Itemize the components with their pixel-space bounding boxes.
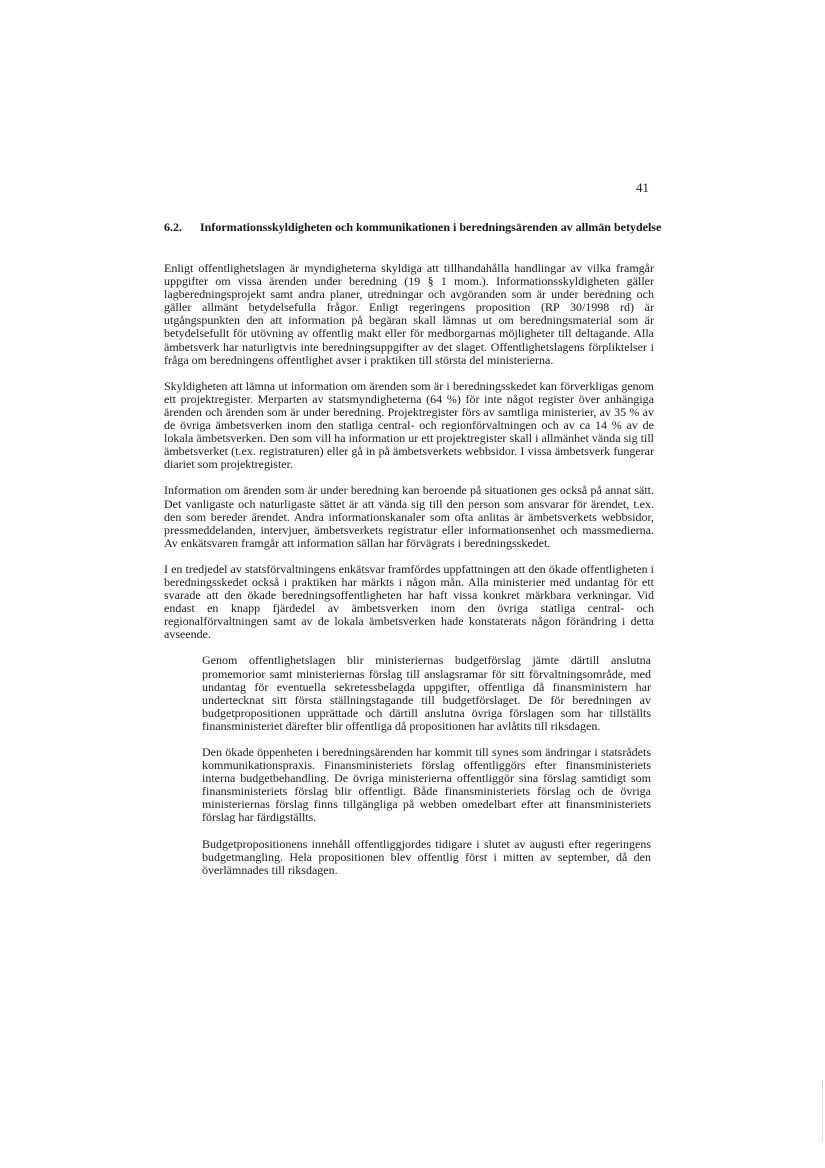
scan-edge-artifact (810, 1080, 823, 1140)
quote-paragraph: Den ökade öppenheten i beredningsärenden har kommit till synes som ändringar i statsrådets kommunikationspraxis. Finansministeriets förslag offentliggörs efter finansministeriets interna budgetbehandling. De övriga ministerierna offentliggör sina förslag samtidigt som finansministeriets förslag blir offentligt. Både finansministeriets förslag och de övriga ministeriernas förslag finns tillgängliga på webben omedelbart efter att finansministeriets förslag har färdigställts. (202, 745, 651, 825)
paragraph: I en tredjedel av statsförvaltningens enkätsvar framfördes uppfattningen att den ökade offentligheten i beredningsskedet också i praktiken har märkts i någon mån. Alla ministerier med undantag för ett svarade att den ökade beredningsoffentligheten har haft vissa konkret märkbara verkningar. Vid endast en knapp fjärdedel av ämbetsverken inom den övriga statliga central- och regionalförvaltningen samt av de lokala ämbetsverken hade konstaterats någon förändring i detta avseende. (164, 561, 654, 642)
section-heading (164, 220, 664, 234)
section-number: 6.2. (164, 220, 182, 234)
paragraph: Enligt offentlighetslagen är myndigheterna skyldiga att tillhandahålla handlingar av vilka framgår uppgifter om vissa ärenden under beredning (19 § 1 mom.). Informationsskyldigheten gäller lagberedningsprojekt samt andra planer, utredningar och avgöranden som är under beredning och gäller allmänt betydelsefulla frågor. Enligt regeringens proposition (RP 30/1998 rd) är utgångspunkten den att information på begäran skall lämnas ut om beredningsmaterial som är betydelsefullt för utövning av offentlig makt eller för medborgarnas möjligheter till deltagande. Alla ämbetsverk har naturligtvis inte beredningsuppgifter av det slaget. Offentlighetslagens förpliktelser i fråga om beredningens offentlighet avser i praktiken till största del ministerierna. (164, 261, 654, 367)
quote-paragraph: Budgetpropositionens innehåll offentliggjordes tidigare i slutet av augusti efter regeringens budgetmangling. Hela propositionen blev offentlig först i mitten av september, då den överlämnades till riksdagen. (202, 836, 651, 877)
page-number: 41 (636, 180, 649, 195)
body-text (164, 262, 654, 890)
section-title: Informationsskyldigheten och kommunikationen i beredningsärenden av allmän betydelse (200, 220, 662, 234)
quote-paragraph: Genom offentlighetslagen blir ministeriernas budgetförslag jämte därtill anslutna promemorior samt ministeriernas förslag till anslagsramar för sitt förvaltningsområde, med undantag för eventuella sekretessbelagda uppgifter, offentliga då finansministern har undertecknat sitt första ställningstagande till budgetförslaget. De för beredningen av budgetpropositionen upprättade och därtill anslutna övriga förslagen som har tillställts finansministeriet därefter blir offentliga då propositionen har avlåtits till riksdagen. (202, 653, 651, 733)
paragraph: Information om ärenden som är under beredning kan beroende på situationen ges också på annat sätt. Det vanligaste och naturligaste sättet är att vända sig till den person som ansvarar för ärendet, t.ex. den som bereder ärendet. Andra informationskanaler som ofta anlitas är ämbetsverkets webbsidor, pressmeddelanden, intervjuer, ämbetsverkets registratur eller informationsenhet och massmedierna. Av enkätsvaren framgår att information sällan har förvägrats i beredningsskedet. (164, 483, 654, 550)
paragraph: Skyldigheten att lämna ut information om ärenden som är i beredningsskedet kan förverkligas genom ett projektregister. Merparten av statsmyndigheterna (64 %) för inte något register över anhängiga ärenden och ärenden som är under beredning. Projektregister förs av samtliga ministerier, av 35 % av de övriga ämbetsverken inom den statliga central- och regionförvaltningen och av ca 14 % av de lokala ämbetsverken. Den som vill ha information ur ett projektregister skall i allmänhet vända sig till ämbetsverket (t.ex. registraturen) eller gå in på ämbetsverkets webbsidor. I vissa ämbetsverk fungerar diariet som projektregister. (164, 378, 654, 472)
